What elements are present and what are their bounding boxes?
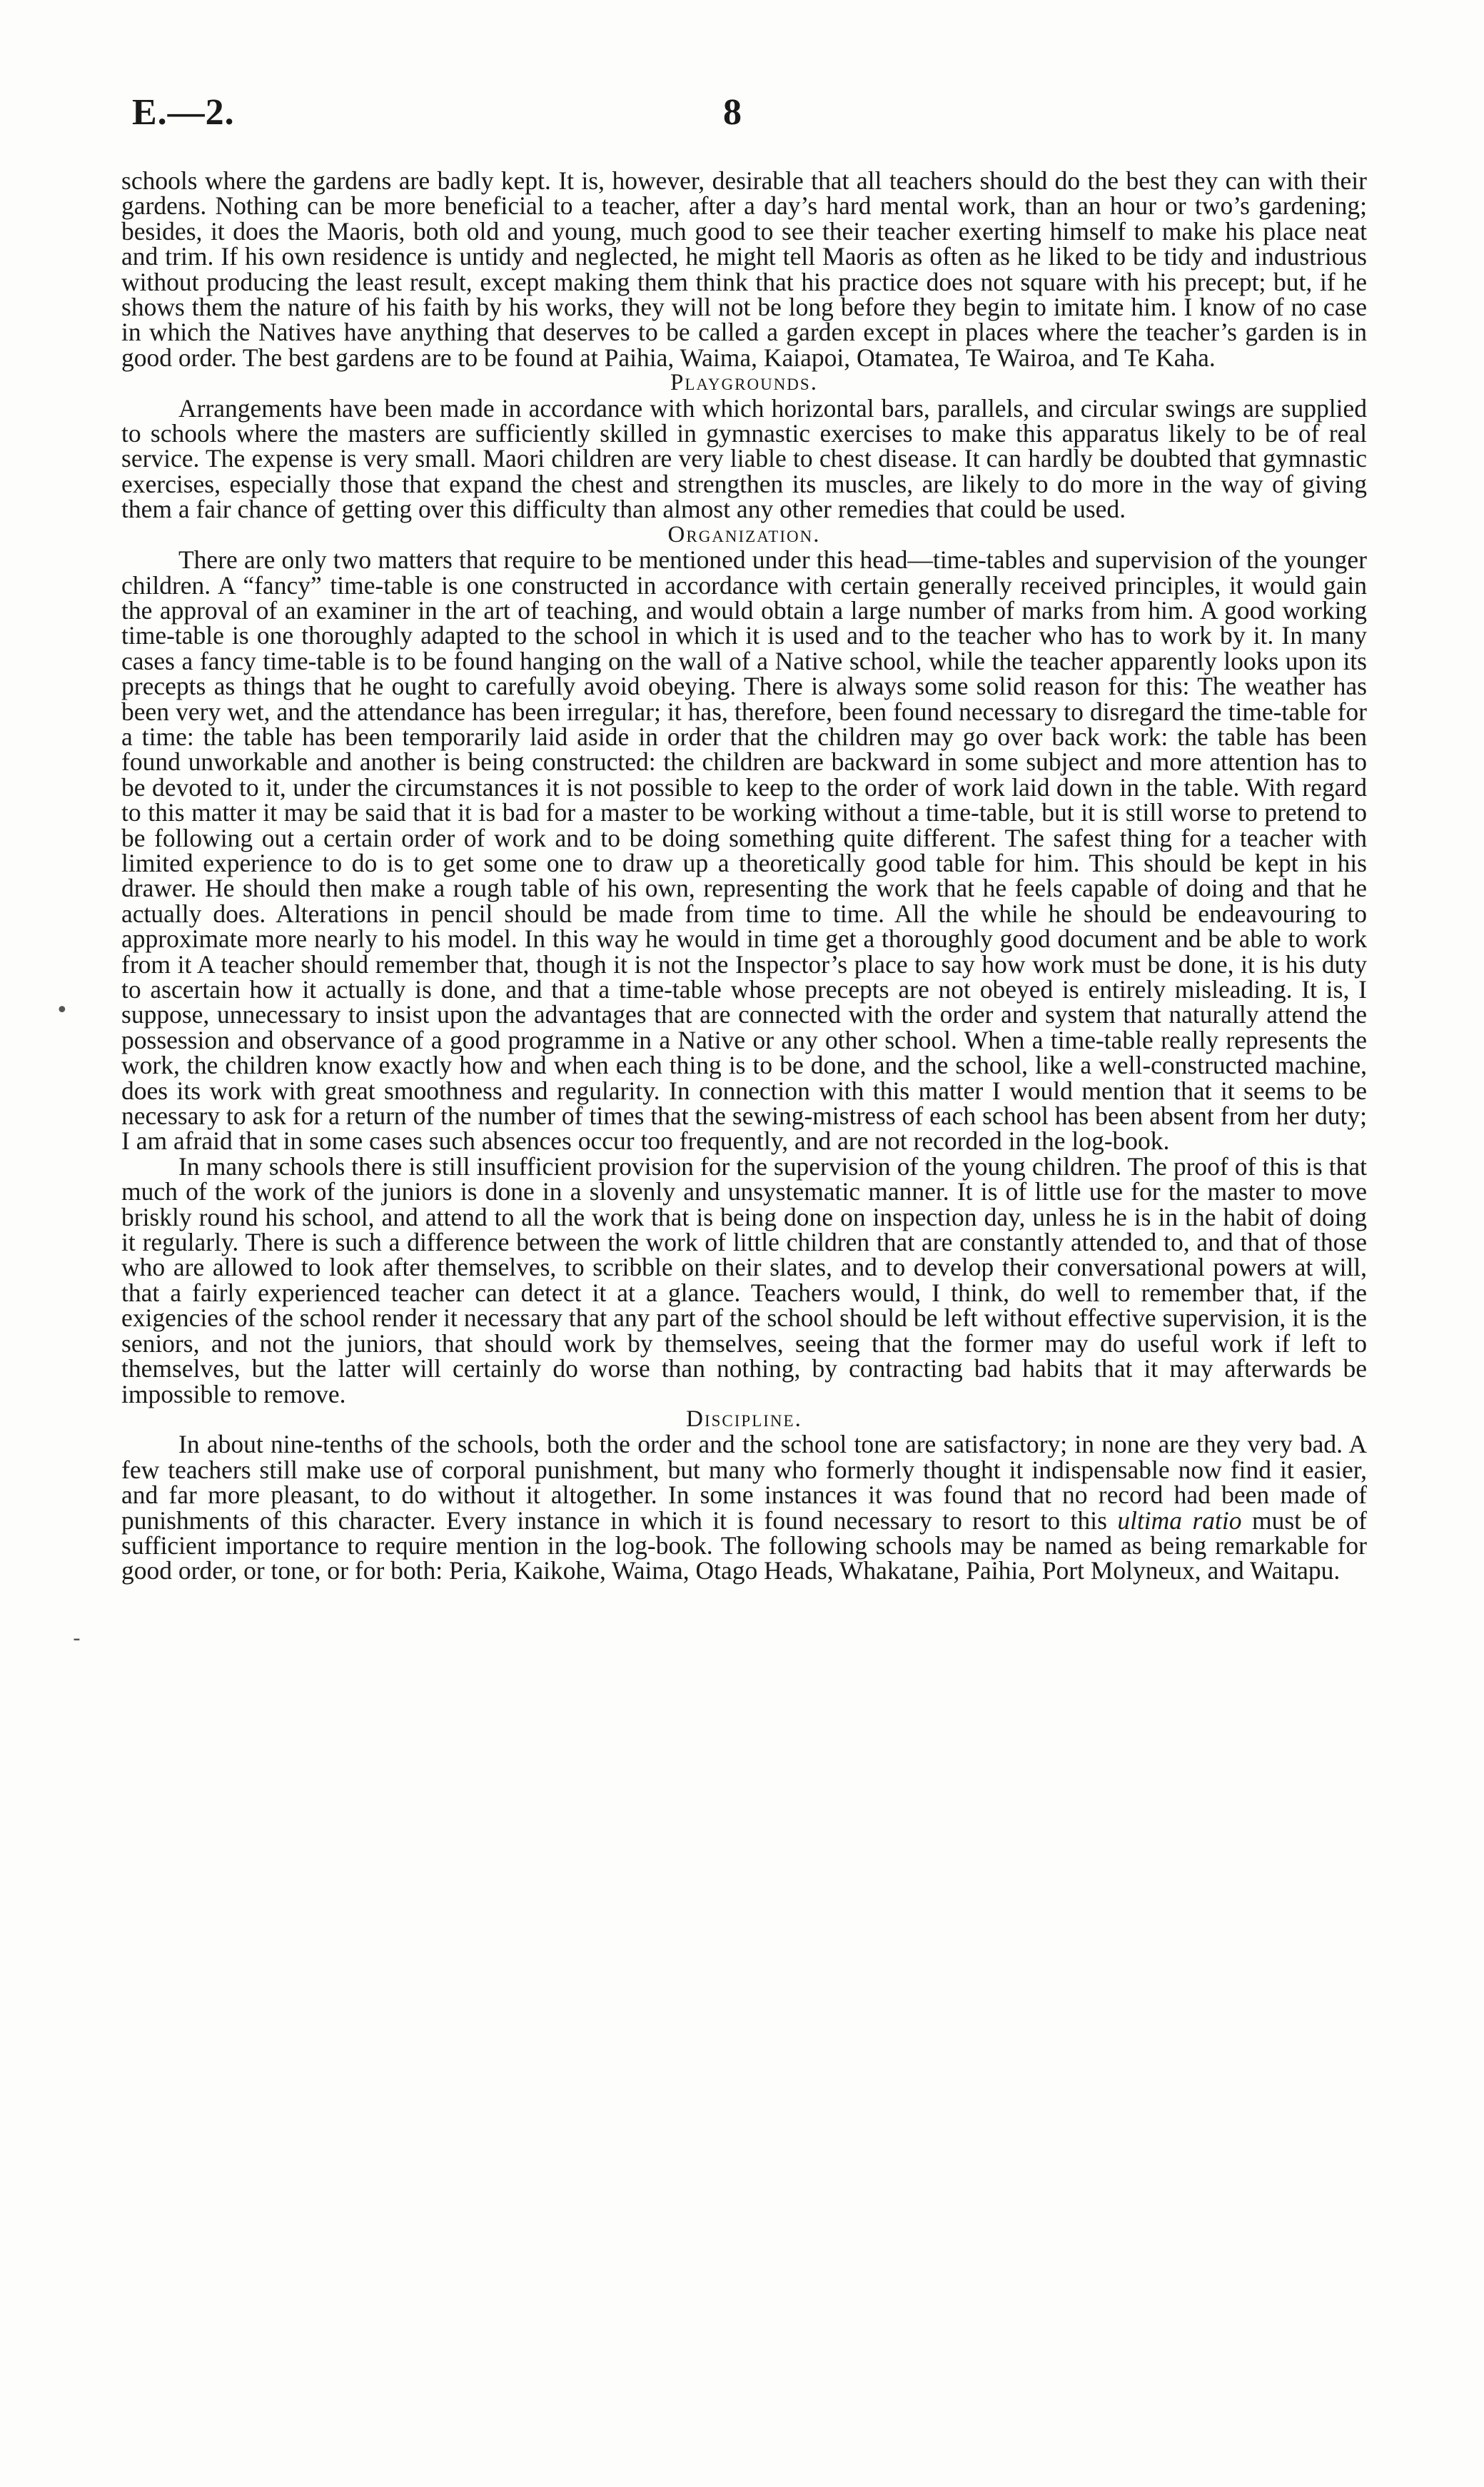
paragraph-supervision: In many schools there is still insufficient provision for the supervision of the young children. The proof of this is that much of the work of the juniors is done in a slovenly and unsystematic manner. It is of little use for the master to move briskly round his school, and attend to all the work that is being done on inspection day, unless he is in the habit of doing it regularly. There is such a difference between the work of little children that are constantly attended to, and that of those who are allowed to look after themselves, to scribble on their slates, and to develop their conversational powers at will, that a fairly experienced teacher can detect it at a glance. Teachers would, I think, do well to remember that, if the exigencies of the school render it necessary that any part of the school should be left without effective supervision, it is the seniors, and not the juniors, that should work by themselves, seeing that the former may do useful work if left to themselves, but the latter will certainly do worse than nothing, by contracting bad habits that it may afterwards be impossible to remove. [121,1151,1367,1408]
discipline-italic-phrase: ultima ratio [1117,1505,1242,1535]
running-head [132,91,1374,141]
paragraph-discipline [121,1432,1367,1583]
page-number: 8 [723,92,742,133]
margin-dash: - [73,1626,81,1651]
document-reference: E.—2. [132,92,235,133]
heading-playgrounds: Playgrounds. [670,370,818,396]
heading-organization: Organization. [667,521,821,548]
paragraph-gardens: schools where the gardens are badly kept. It is, however, desirable that all teachers should do the best they can with their gardens. Nothing can be more beneficial to a teacher, after a day’s hard mental work, than an hour or two’s gardening; besides, it does the Maoris, both old and young, much good to see their teacher exerting himself to make his place neat and trim. If his own residence is untidy and neglected, he might tell Maoris as often as he liked to be tidy and industrious without producing the least result, except making them think that his practice does not square with his precept; but, if he shows them the nature of his faith by his works, they will not be long before they begin to imitate him. I know of no case in which the Natives have anything that deserves to be called a garden except in places where the teacher’s garden is in good order. The best gardens are to be found at Paihia, Waima, Kaiapoi, Otamatea, Te Wairoa, and Te Kaha. [121,166,1367,372]
discipline-text-end: must be of sufficient importance to require mention in the log-book. The following schools may be named as being remarkable for good order, or tone, or for both: Peria, Kaikohe, Waima, Otago Heads, Whakatane, Paihia, Port Molyneux, and Waitapu. [121,1505,1367,1585]
paragraph-time-tables: There are only two matters that require to be mentioned under this head—time-tables and supervision of the younger children. A “fancy” time-table is one constructed in accordance with certain generally received principles, it would gain the approval of an examiner in the art of teaching, and would obtain a large number of marks from him. A good working time-table is one thoroughly adapted to the school in which it is used and to the teacher who has to work by it. In many cases a fancy time-table is to be found hanging on the wall of a Native school, while the teacher apparently looks upon its precepts as things that he ought to carefully avoid obeying. There is always some solid reason for this: The weather has been very wet, and the attendance has been irregular; it has, therefore, been found necessary to disregard the time-table for a time: the table has been temporarily laid aside in order that the children may go over back work: the table has been found unworkable and another is being constructed: the children are backward in some subject and more attention has to be devoted to it, under the circumstances it is not possible to keep to the order of work laid down in the table. With regard to this matter it may be said that it is bad for a master to be working without a time-table, but it is still worse to pretend to be following out a certain order of work and to be doing something quite different. The safest thing for a teacher with limited experience to do is to get some one to draw up a theoretically good table for him. This should be kept in his drawer. He should then make a rough table of his own, representing the work that he feels capable of doing and that he actually does. Alterations in pencil should be made from time to time. All the while he should be endeavouring to approximate more nearly to his model. In this way he would in time get a thoroughly good document and be able to work from it A teacher should remember that, though it is not the Inspector’s place to say how work must be done, it is his duty to ascertain how it actually is done, and that a time-table whose precepts are not obeyed is entirely misleading. It is, I suppose, unnecessary to insist upon the advantages that are connected with the order and system that naturally attend the possession and observance of a good programme in a Native or any other school. When a time-table really represents the work, the children know exactly how and when each thing is to be done, and the school, like a well-constructed machine, does its work with great smoothness and regularity. In connection with this matter I would mention that it seems to be necessary to ask for a return of the number of times that the sewing-mistress of each school has been absent from her duty; I am afraid that in some cases such absences occur too frequently, and are not recorded in the log-book. [121,545,1367,1156]
body-text [121,168,1367,1584]
heading-discipline: Discipline. [686,1406,802,1432]
discipline-text-start: In about nine-tenths of the schools, both the order and the school tone are satisfactory; in none are they very bad. A few teachers still make use of corporal punishment, but many who formerly thought it indispensable now find it easier, and far more pleasant, to do without it altogether. In some instances it was found that no record had been made of punishments of this character. Every instance in which it is found necessary to resort to this [121,1430,1367,1535]
paragraph-playgrounds: Arrangements have been made in accordance with which horizontal bars, parallels, and circular swings are supplied to schools where the masters are sufficiently skilled in gymnastic exercises to make this apparatus likely to be of real service. The expense is very small. Maori children are very liable to chest disease. It can hardly be doubted that gymnastic exercises, especially those that expand the chest and strengthen its muscles, are likely to do more in the way of giving them a fair chance of getting over this difficulty than almost any other remedies that could be used. [121,393,1367,524]
margin-dot: • [56,998,69,1023]
